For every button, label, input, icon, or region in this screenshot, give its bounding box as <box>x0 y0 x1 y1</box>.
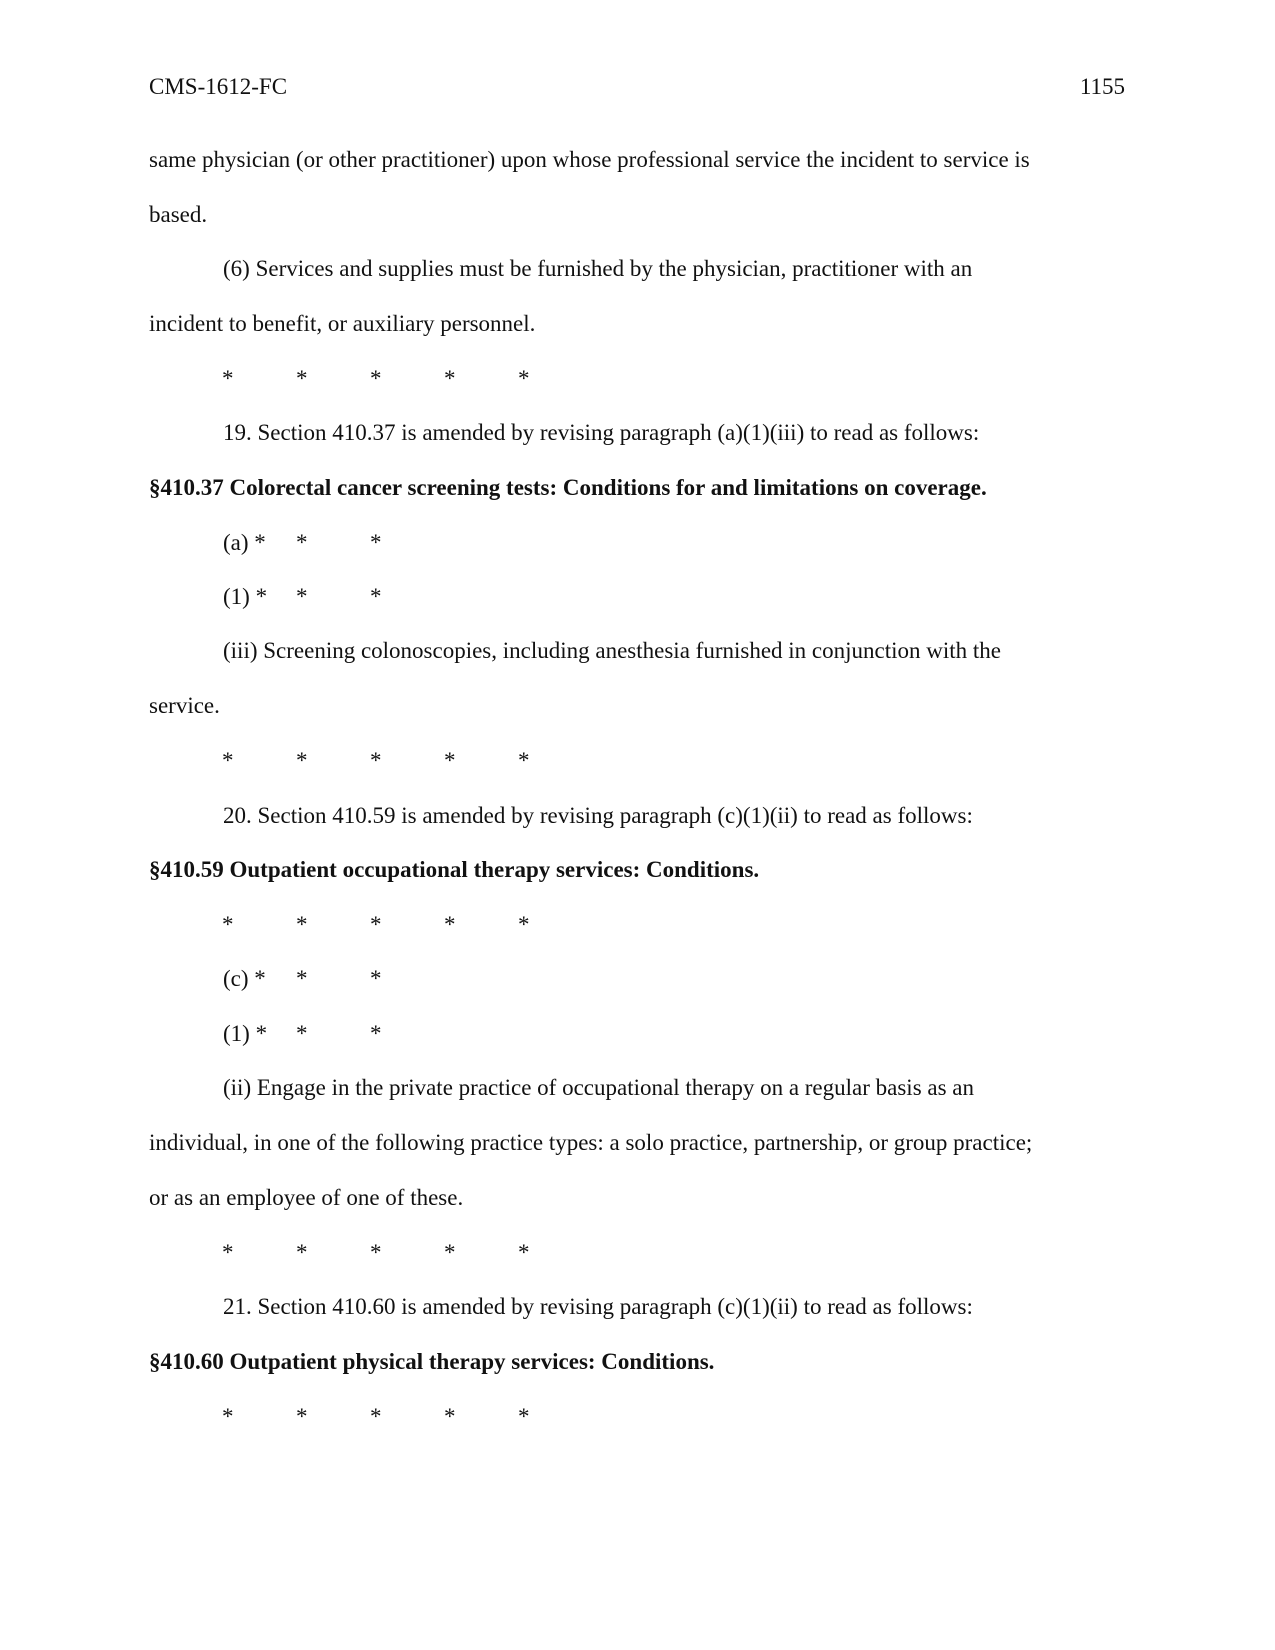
star: * <box>444 748 456 773</box>
body-text-line: (iii) Screening colonoscopies, including anesthesia furnished in conjunction with the <box>223 638 1001 663</box>
star: * <box>296 1404 308 1429</box>
star: * <box>518 748 530 773</box>
star: * <box>370 530 382 555</box>
star: * <box>296 530 308 555</box>
paragraph-label: (1) * <box>223 1021 268 1046</box>
star: * <box>370 966 382 991</box>
star: * <box>296 584 308 609</box>
section-heading: §410.60 Outpatient physical therapy services: Conditions. <box>149 1349 715 1374</box>
amendatory-instruction: 19. Section 410.37 is amended by revising paragraph (a)(1)(iii) to read as follows: <box>223 420 980 445</box>
star: * <box>518 366 530 391</box>
star: * <box>222 1240 234 1265</box>
star: * <box>296 912 308 937</box>
body-text-line: based. <box>149 202 208 227</box>
star: * <box>222 748 234 773</box>
paragraph-label: (a) * <box>223 530 266 555</box>
body-text-line: service. <box>149 693 220 718</box>
document-id: CMS-1612-FC <box>149 74 288 99</box>
star: * <box>518 1404 530 1429</box>
body-text-line: (6) Services and supplies must be furnished by the physician, practitioner with an <box>223 256 973 281</box>
star: * <box>444 912 456 937</box>
body-text-line: or as an employee of one of these. <box>149 1185 464 1210</box>
body-text-line: (ii) Engage in the private practice of occupational therapy on a regular basis as an <box>223 1075 975 1100</box>
star: * <box>222 1404 234 1429</box>
star: * <box>518 912 530 937</box>
section-heading: §410.37 Colorectal cancer screening tests: Conditions for and limitations on coverage. <box>149 475 987 500</box>
star: * <box>370 584 382 609</box>
amendatory-instruction: 20. Section 410.59 is amended by revising paragraph (c)(1)(ii) to read as follows: <box>223 803 973 828</box>
star: * <box>222 912 234 937</box>
star: * <box>296 748 308 773</box>
star: * <box>444 1404 456 1429</box>
paragraph-label: (1) * <box>223 584 268 609</box>
star: * <box>370 912 382 937</box>
star: * <box>296 966 308 991</box>
paragraph-label: (c) * <box>223 966 266 991</box>
star: * <box>444 366 456 391</box>
star: * <box>370 1240 382 1265</box>
page-number: 1155 <box>1079 74 1125 99</box>
star: * <box>370 1404 382 1429</box>
star: * <box>296 1240 308 1265</box>
star: * <box>370 1021 382 1046</box>
star: * <box>370 748 382 773</box>
star: * <box>444 1240 456 1265</box>
star: * <box>296 1021 308 1046</box>
body-text-line: incident to benefit, or auxiliary personnel. <box>149 311 536 336</box>
section-heading: §410.59 Outpatient occupational therapy services: Conditions. <box>149 857 760 882</box>
star: * <box>296 366 308 391</box>
amendatory-instruction: 21. Section 410.60 is amended by revising paragraph (c)(1)(ii) to read as follows: <box>223 1294 973 1319</box>
body-text-line: same physician (or other practitioner) upon whose professional service the incident to service is <box>149 147 1030 172</box>
star: * <box>518 1240 530 1265</box>
body-text-line: individual, in one of the following practice types: a solo practice, partnership, or group practice; <box>149 1130 1033 1155</box>
star: * <box>222 366 234 391</box>
star: * <box>370 366 382 391</box>
